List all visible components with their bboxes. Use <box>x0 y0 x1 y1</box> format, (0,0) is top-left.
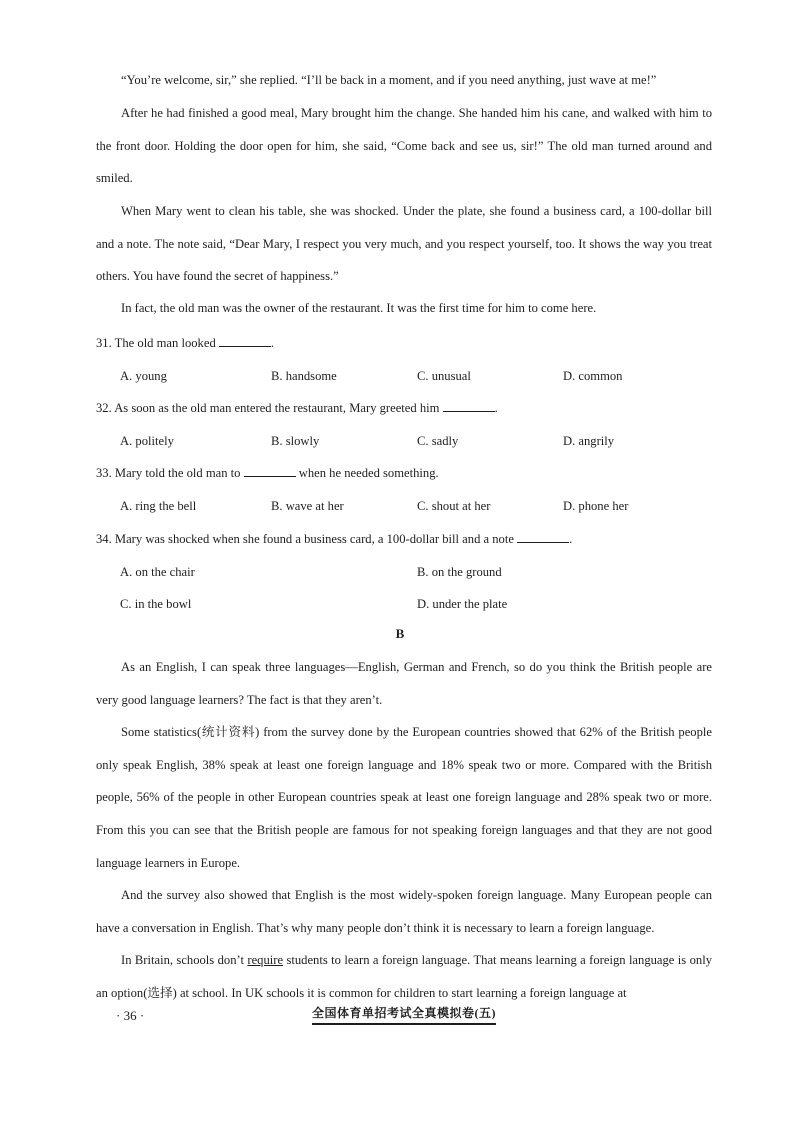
question-33: 33. Mary told the old man to when he needed something. <box>96 466 439 480</box>
passage-a-paragraph-3: When Mary went to clean his table, she was shocked. Under the plate, she found a business card, a 100-dollar bill and a note. The note said, “Dear Mary, I respect you very much, and you respect yourself, too. It shows the way you treat others. You have found the secret of happiness.” <box>96 204 712 284</box>
passage-b-paragraph-3: And the survey also showed that English is the most widely-spoken foreign language. Many European people can have a conversation in English. That’s why many people don’t think it is necessary to learn a foreign language. <box>96 888 712 935</box>
passage-a-paragraph-2: After he had finished a good meal, Mary brought him the change. She handed him his cane, and walked with him to the front door. Holding the door open for him, she said, “Come back and see us, sir!” The old man turned around and smiled. <box>96 106 712 186</box>
answer-blank <box>517 530 569 543</box>
passage-b-paragraph-1: As an English, I can speak three languages—English, German and French, so do you think the British people are very good language learners? The fact is that they aren’t. <box>96 660 712 707</box>
option-34-b: B. on the ground <box>417 565 502 579</box>
passage-b-paragraph-4: In Britain, schools don’t require students to learn a foreign language. That means learning a foreign language is only an option(选择) at school. In UK schools it is common for children to start learning a foreign language at <box>96 953 712 1000</box>
answer-blank <box>244 464 296 477</box>
page-number: · 36 · <box>116 1008 145 1023</box>
option-34-a: A. on the chair <box>120 565 195 579</box>
passage-b-paragraph-2: Some statistics(统计资料) from the survey done by the European countries showed that 62% of the British people only speak English, 38% speak at least one foreign language and 18% speak two or more. Compared with the British people, 56% of the people in other European countries speak at least one foreign language and 28% speak two or more. From this you can see that the British people are famous for not speaking foreign languages and that they are not good language learners in Europe. <box>96 725 712 870</box>
exam-title-footer: 全国体育单招考试全真模拟卷(五) <box>312 1004 496 1025</box>
question-32: 32. As soon as the old man entered the restaurant, Mary greeted him . <box>96 401 498 415</box>
option-32-b: B. slowly <box>271 434 320 448</box>
option-33-c: C. shout at her <box>417 499 491 513</box>
question-31: 31. The old man looked . <box>96 336 275 350</box>
option-32-d: D. angrily <box>563 434 615 448</box>
option-31-b: B. handsome <box>271 369 337 383</box>
question-34: 34. Mary was shocked when she found a business card, a 100-dollar bill and a note . <box>96 532 573 546</box>
section-b-heading: B <box>395 626 405 641</box>
option-31-c: C. unusual <box>417 369 471 383</box>
option-34-d: D. under the plate <box>417 597 508 611</box>
option-31-a: A. young <box>120 369 167 383</box>
option-34-c: C. in the bowl <box>120 597 192 611</box>
answer-blank <box>443 399 495 412</box>
passage-a-paragraph-1: “You’re welcome, sir,” she replied. “I’ll be back in a moment, and if you need anything, just wave at me!” <box>121 73 657 87</box>
option-32-c: C. sadly <box>417 434 459 448</box>
option-31-d: D. common <box>563 369 623 383</box>
underlined-word-require: require <box>247 953 284 967</box>
option-33-a: A. ring the bell <box>120 499 197 513</box>
answer-blank <box>219 334 271 347</box>
option-33-b: B. wave at her <box>271 499 344 513</box>
option-33-d: D. phone her <box>563 499 629 513</box>
option-32-a: A. politely <box>120 434 174 448</box>
passage-a-paragraph-4: In fact, the old man was the owner of the restaurant. It was the first time for him to come here. <box>121 301 597 315</box>
